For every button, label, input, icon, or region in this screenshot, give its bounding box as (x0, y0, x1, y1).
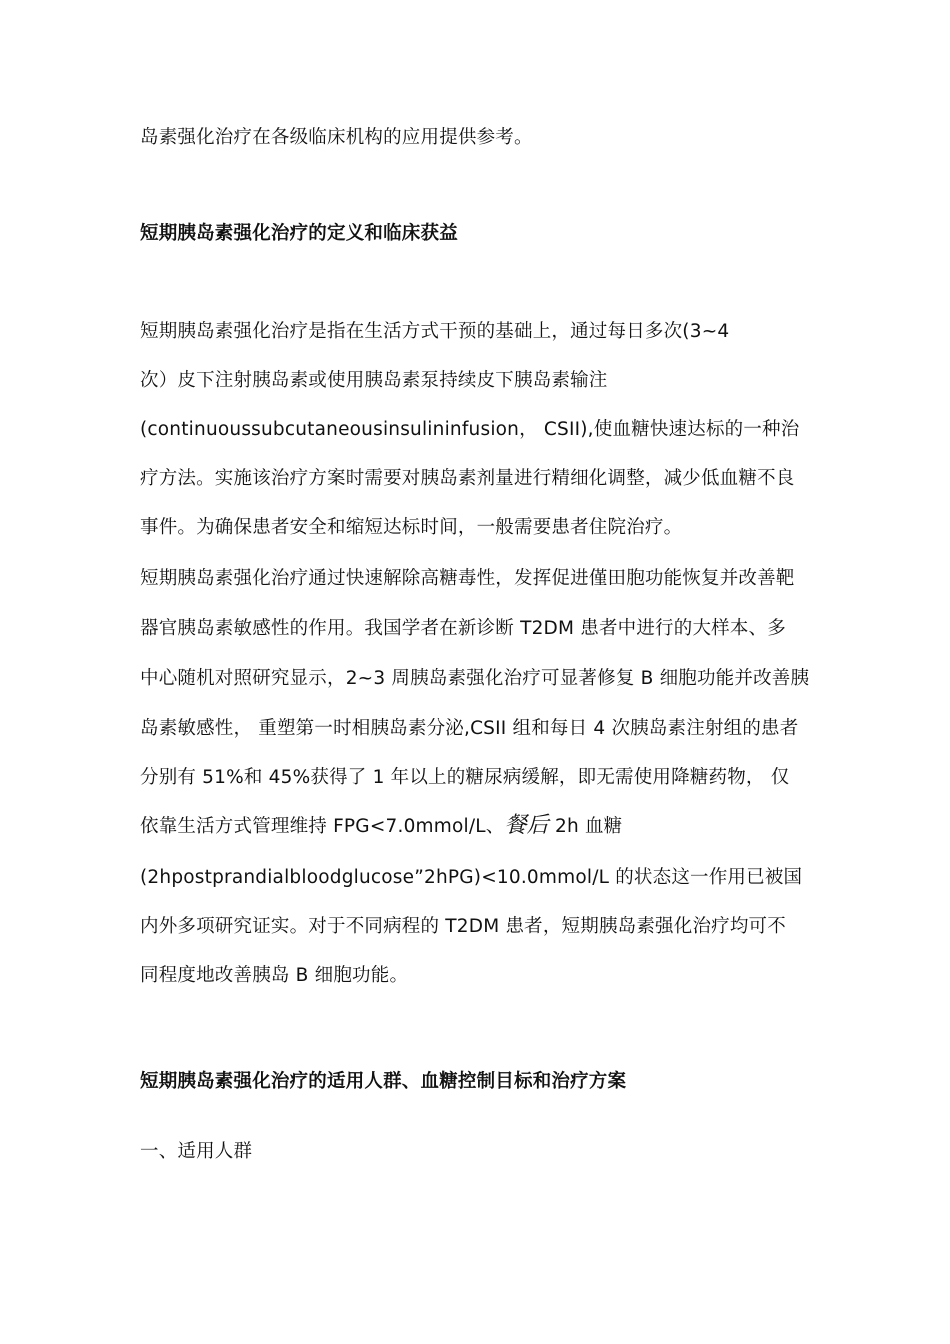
paragraph-line: 中心随机对照研究显示，2~3 周胰岛素强化治疗可显著修复 B 细胞功能并改善胰 (140, 668, 810, 689)
section-heading-definition: 短期胰岛素强化治疗的定义和临床获益 (140, 223, 458, 244)
subheading-applicable-population: 一、适用人群 (140, 1141, 253, 1162)
paragraph-line-mixed (140, 814, 622, 839)
paragraph-line: 分别有 51%和 45%获得了 1 年以上的糖尿病缓解，即无需使用降糖药物， 仅 (140, 767, 790, 788)
paragraph-line: 短期胰岛素强化治疗通过快速解除高糖毒性，发挥促进僅田胞功能恢复并改善靶 (140, 568, 795, 589)
paragraph-line: 疗方法。实施该治疗方案时需要对胰岛素剂量进行精细化调整，减少低血糖不良 (140, 468, 795, 489)
paragraph-line: 短期胰岛素强化治疗是指在生活方式干预的基础上，通过每日多次(3~4 (140, 321, 730, 342)
postprandial-text: 餐后 (504, 813, 549, 838)
paragraph-line: 同程度地改善胰岛 B 细胞功能。 (140, 965, 409, 986)
paragraph-text: 依靠生活方式管理维持 FPG<7.0mmol/L、 (140, 816, 505, 837)
intro-tail-text: 岛素强化治疗在各级临床机构的应用提供参考。 (140, 127, 533, 148)
paragraph-line: 岛素敏感性， 重塑第一时相胰岛素分泌,CSII 组和每日 4 次胰岛素注射组的患者 (140, 718, 799, 739)
paragraph-line: 内外多项研究证实。对于不同病程的 T2DM 患者，短期胰岛素强化治疗均可不 (140, 916, 786, 937)
paragraph-text: 2h 血糖 (548, 816, 623, 837)
paragraph-line: 事件。为确保患者安全和缩短达标时间，一般需要患者住院治疗。 (140, 517, 683, 538)
paragraph-line: (continuoussubcutaneousinsulininfusion， CSII),使血糖快速达标的一种治 (140, 419, 800, 440)
paragraph-line: 器官胰岛素敏感性的作用。我国学者在新诊断 T2DM 患者中进行的大样本、多 (140, 618, 786, 639)
paragraph-line: 次）皮下注射胰岛素或使用胰岛素泵持续皮下胰岛素输注 (140, 370, 608, 391)
section-heading-indications: 短期胰岛素强化治疗的适用人群、血糖控制目标和治疗方案 (140, 1071, 627, 1092)
paragraph-line: (2hpostprandialbloodglucose”2hPG)<10.0mmol/L 的状态这一作用已被国 (140, 867, 803, 888)
